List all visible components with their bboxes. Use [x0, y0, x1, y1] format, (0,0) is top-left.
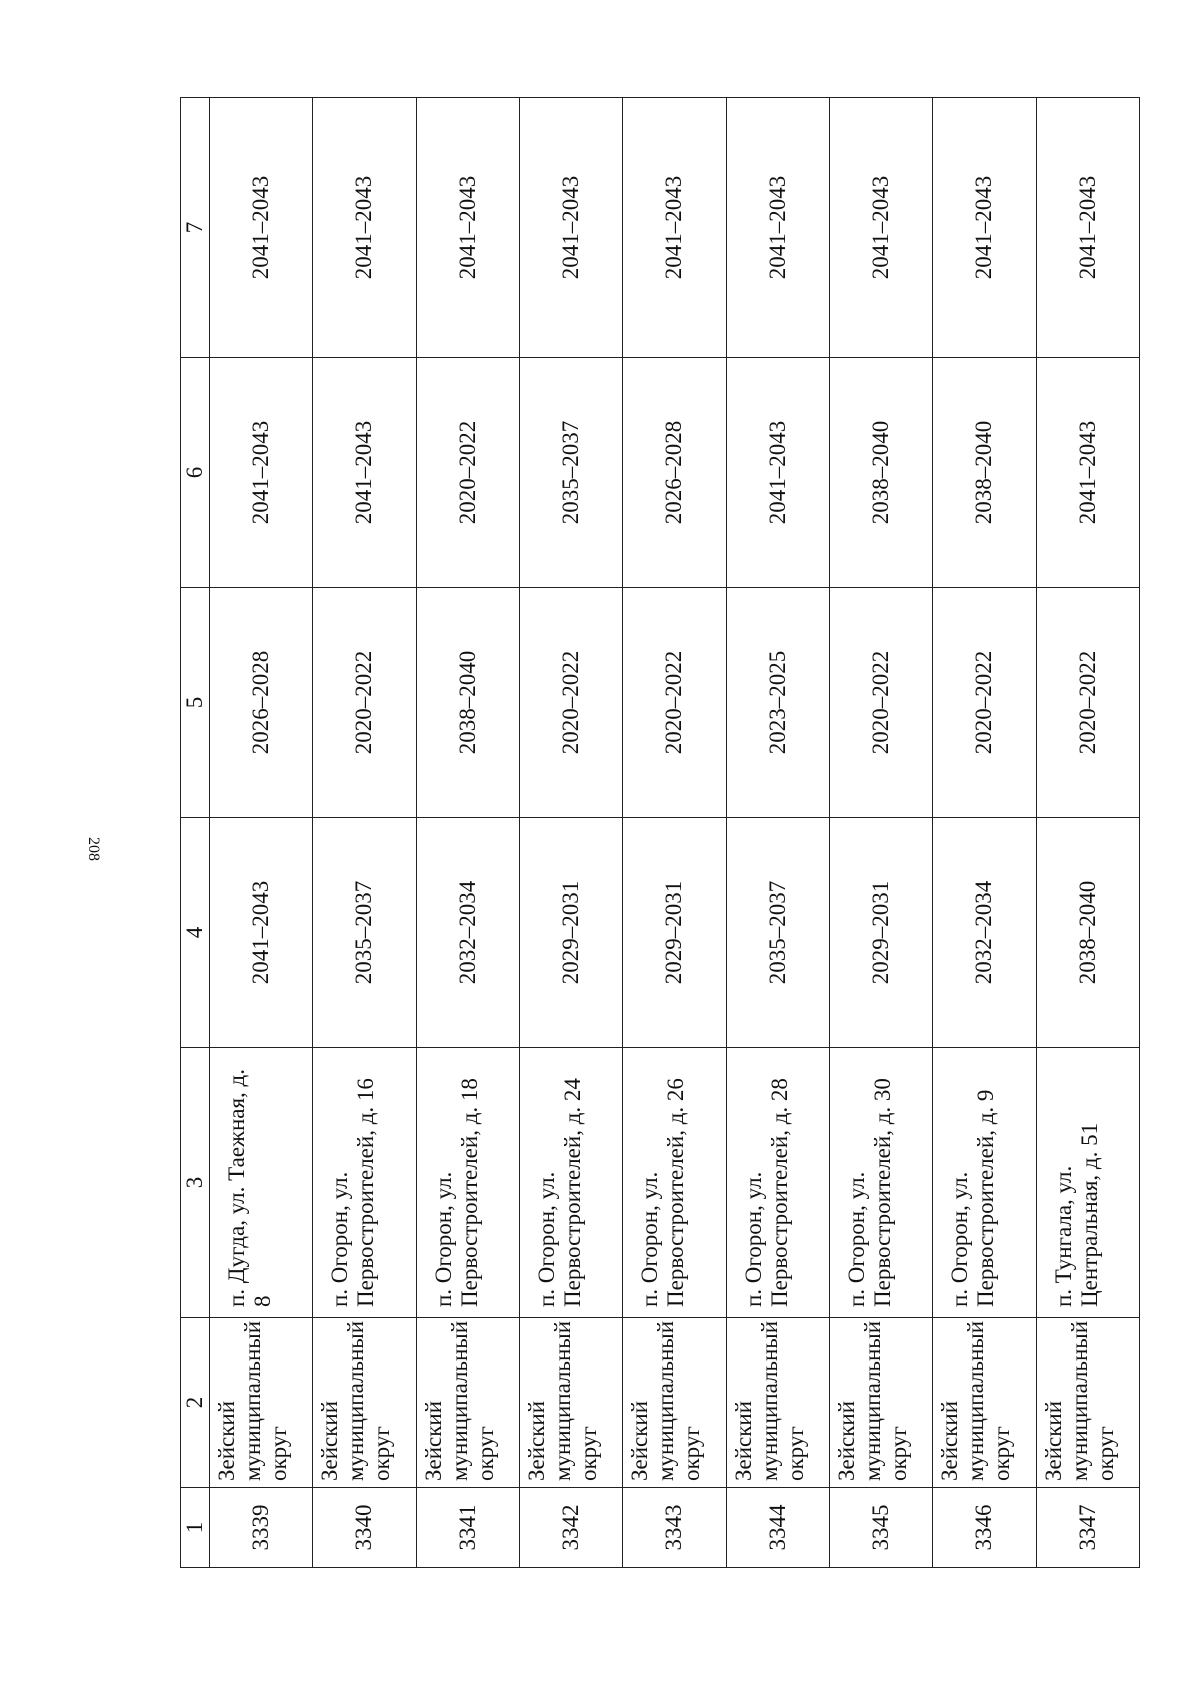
- period-col7-cell: 2041–2043: [416, 98, 519, 358]
- period-col6-cell: 2038–2040: [829, 358, 932, 588]
- period-col5-cell: 2023–2025: [726, 588, 829, 818]
- table-row: [1036, 98, 1139, 1568]
- district-cell: Зейский муниципальный округ: [210, 1318, 313, 1488]
- address-cell: п. Огорон, ул. Первостроителей, д. 16: [313, 1048, 416, 1318]
- period-col5-cell: 2020–2022: [623, 588, 726, 818]
- district-cell: Зейский муниципальный округ: [1036, 1318, 1139, 1488]
- row-number-cell: 3346: [933, 1488, 1036, 1568]
- column-header: 2: [181, 1318, 210, 1488]
- page-number: 208: [85, 837, 102, 861]
- district-cell: Зейский муниципальный округ: [313, 1318, 416, 1488]
- table-row: [210, 98, 313, 1568]
- period-col4-cell: 2029–2031: [623, 818, 726, 1048]
- table-row: [623, 98, 726, 1568]
- period-col4-cell: 2032–2034: [933, 818, 1036, 1048]
- period-col7-cell: 2041–2043: [726, 98, 829, 358]
- period-col6-cell: 2041–2043: [726, 358, 829, 588]
- address-cell: п. Огорон, ул. Первостроителей, д. 24: [519, 1048, 622, 1318]
- table-body: [210, 98, 1140, 1568]
- address-cell: п. Огорон, ул. Первостроителей, д. 26: [623, 1048, 726, 1318]
- period-col5-cell: 2020–2022: [1036, 588, 1139, 818]
- row-number-cell: 3344: [726, 1488, 829, 1568]
- period-col7-cell: 2041–2043: [829, 98, 932, 358]
- row-number-cell: 3340: [313, 1488, 416, 1568]
- period-col7-cell: 2041–2043: [313, 98, 416, 358]
- period-col4-cell: 2041–2043: [210, 818, 313, 1048]
- row-number-cell: 3343: [623, 1488, 726, 1568]
- column-header: 4: [181, 818, 210, 1048]
- period-col4-cell: 2035–2037: [313, 818, 416, 1048]
- table-row: [829, 98, 932, 1568]
- period-col6-cell: 2020–2022: [416, 358, 519, 588]
- period-col7-cell: 2041–2043: [623, 98, 726, 358]
- period-col4-cell: 2038–2040: [1036, 818, 1139, 1048]
- row-number-cell: 3347: [1036, 1488, 1139, 1568]
- district-cell: Зейский муниципальный округ: [519, 1318, 622, 1488]
- period-col6-cell: 2041–2043: [313, 358, 416, 588]
- column-header: 7: [181, 98, 210, 358]
- address-cell: п. Тунгала, ул. Центральная, д. 51: [1036, 1048, 1139, 1318]
- address-cell: п. Огорон, ул. Первостроителей, д. 28: [726, 1048, 829, 1318]
- header-row: [181, 98, 210, 1568]
- period-col5-cell: 2020–2022: [313, 588, 416, 818]
- schedule-table: [180, 97, 1140, 1568]
- district-cell: Зейский муниципальный округ: [726, 1318, 829, 1488]
- period-col6-cell: 2041–2043: [1036, 358, 1139, 588]
- column-header: 3: [181, 1048, 210, 1318]
- address-cell: п. Огорон, ул. Первостроителей, д. 9: [933, 1048, 1036, 1318]
- table-row: [313, 98, 416, 1568]
- period-col4-cell: 2035–2037: [726, 818, 829, 1048]
- table-row: [933, 98, 1036, 1568]
- period-col6-cell: 2041–2043: [210, 358, 313, 588]
- period-col7-cell: 2041–2043: [210, 98, 313, 358]
- period-col5-cell: 2038–2040: [416, 588, 519, 818]
- period-col4-cell: 2029–2031: [519, 818, 622, 1048]
- period-col6-cell: 2035–2037: [519, 358, 622, 588]
- column-header: 6: [181, 358, 210, 588]
- period-col6-cell: 2038–2040: [933, 358, 1036, 588]
- table-row: [726, 98, 829, 1568]
- period-col5-cell: 2020–2022: [829, 588, 932, 818]
- period-col7-cell: 2041–2043: [1036, 98, 1139, 358]
- table-row: [519, 98, 622, 1568]
- period-col4-cell: 2032–2034: [416, 818, 519, 1048]
- district-cell: Зейский муниципальный округ: [416, 1318, 519, 1488]
- row-number-cell: 3345: [829, 1488, 932, 1568]
- period-col6-cell: 2026–2028: [623, 358, 726, 588]
- period-col7-cell: 2041–2043: [933, 98, 1036, 358]
- rotated-table-container: [180, 98, 1140, 1568]
- row-number-cell: 3339: [210, 1488, 313, 1568]
- period-col4-cell: 2029–2031: [829, 818, 932, 1048]
- table-row: [416, 98, 519, 1568]
- address-cell: п. Огорон, ул. Первостроителей, д. 18: [416, 1048, 519, 1318]
- address-cell: п. Дугда, ул. Таежная, д. 8: [210, 1048, 313, 1318]
- address-cell: п. Огорон, ул. Первостроителей, д. 30: [829, 1048, 932, 1318]
- period-col5-cell: 2020–2022: [933, 588, 1036, 818]
- period-col7-cell: 2041–2043: [519, 98, 622, 358]
- column-header: 1: [181, 1488, 210, 1568]
- period-col5-cell: 2026–2028: [210, 588, 313, 818]
- period-col5-cell: 2020–2022: [519, 588, 622, 818]
- district-cell: Зейский муниципальный округ: [829, 1318, 932, 1488]
- column-header: 5: [181, 588, 210, 818]
- row-number-cell: 3341: [416, 1488, 519, 1568]
- row-number-cell: 3342: [519, 1488, 622, 1568]
- district-cell: Зейский муниципальный округ: [623, 1318, 726, 1488]
- district-cell: Зейский муниципальный округ: [933, 1318, 1036, 1488]
